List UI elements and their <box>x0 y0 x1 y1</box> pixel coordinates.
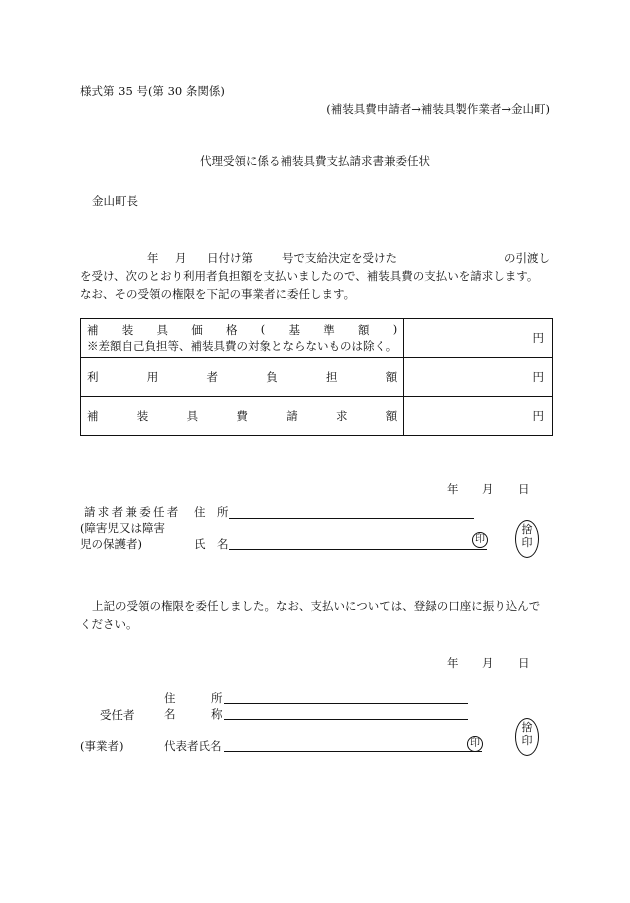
intro-line-2: を受け、次のとおり利用者負担額を支払いましたので、補装具費の支払いを請求します。 <box>80 269 539 283</box>
base-price-label-cell <box>81 319 404 358</box>
agent-name-bottom: 称 <box>211 707 223 721</box>
intro-month: 月 <box>175 251 187 265</box>
date-month-label: 月 <box>482 482 494 496</box>
table-row <box>81 397 553 436</box>
delegation-line-1: 上記の受領の権限を委任しました。なお、支払いについては、登録の口座に振り込んで <box>92 599 541 613</box>
routing-note: (補装具費申請者→補装具製作業者→金山町) <box>326 102 550 116</box>
claim-amount-field[interactable] <box>404 397 553 436</box>
base-price-amount-field[interactable] <box>404 319 553 358</box>
agent-discard-stamp: 捨 印 <box>515 718 539 756</box>
yen-unit: 円 <box>532 370 544 384</box>
intro-line-3: なお、その受領の権限を下記の事業者に委任します。 <box>80 287 356 301</box>
cost-table <box>80 318 553 436</box>
date-year-label-2: 年 <box>447 656 459 670</box>
agent-seal-mark: 印 <box>467 736 483 752</box>
agent-name-field[interactable] <box>224 719 468 720</box>
claimant-seal-mark: 印 <box>472 532 488 548</box>
form-number: 様式第 35 号(第 30 条関係) <box>80 84 225 98</box>
agent-sub: (事業者) <box>80 739 124 753</box>
user-burden-label: 利 用 者 負 担 額 <box>87 370 398 384</box>
date-day-label-2: 日 <box>518 656 530 670</box>
agent-address-bottom: 所 <box>211 691 223 705</box>
date-month-label-2: 月 <box>482 656 494 670</box>
user-burden-label-cell <box>81 358 404 397</box>
intro-day-no: 日付け第 <box>207 251 253 265</box>
claim-amount-label-cell <box>81 397 404 436</box>
base-price-label: 補 装 具 価 格 ( 基 準 額 ) <box>87 322 398 337</box>
table-row <box>81 358 553 397</box>
claimant-discard-stamp: 捨 印 <box>515 520 539 558</box>
claimant-sub-1: (障害児又は障害 <box>80 521 165 535</box>
claimant-address-label: 住 所 <box>194 505 229 519</box>
claim-amount-label: 補 装 具 費 請 求 額 <box>87 409 398 423</box>
yen-unit: 円 <box>532 331 544 345</box>
intro-handover: の引渡し <box>504 251 550 265</box>
date-day-label: 日 <box>518 482 530 496</box>
user-burden-amount-field[interactable] <box>404 358 553 397</box>
agent-role: 受任者 <box>100 708 135 722</box>
document-title: 代理受領に係る補装具費支払請求書兼委任状 <box>200 154 430 168</box>
claimant-sub-2: 児の保護者) <box>80 537 142 551</box>
addressee: 金山町長 <box>92 194 138 208</box>
yen-unit: 円 <box>532 409 544 423</box>
claimant-name-field[interactable] <box>229 549 487 550</box>
base-price-note: ※差額自己負担等、補装具費の対象とならないものは除く。 <box>87 339 398 353</box>
intro-year: 年 <box>147 251 159 265</box>
agent-address-field[interactable] <box>224 703 468 704</box>
intro-no-suffix: 号で支給決定を受けた <box>282 251 397 265</box>
claimant-role: 請求者兼委任者 <box>84 505 181 519</box>
table-row <box>81 319 553 358</box>
agent-rep-name-field[interactable] <box>224 751 482 752</box>
claimant-name-label: 氏 名 <box>194 537 229 551</box>
date-year-label: 年 <box>447 482 459 496</box>
delegation-line-2: ください。 <box>80 617 138 631</box>
claimant-address-field[interactable] <box>229 518 474 519</box>
agent-address-top: 住 <box>164 691 176 705</box>
agent-rep-label: 代表者氏名 <box>164 739 222 753</box>
agent-name-top: 名 <box>164 707 176 721</box>
